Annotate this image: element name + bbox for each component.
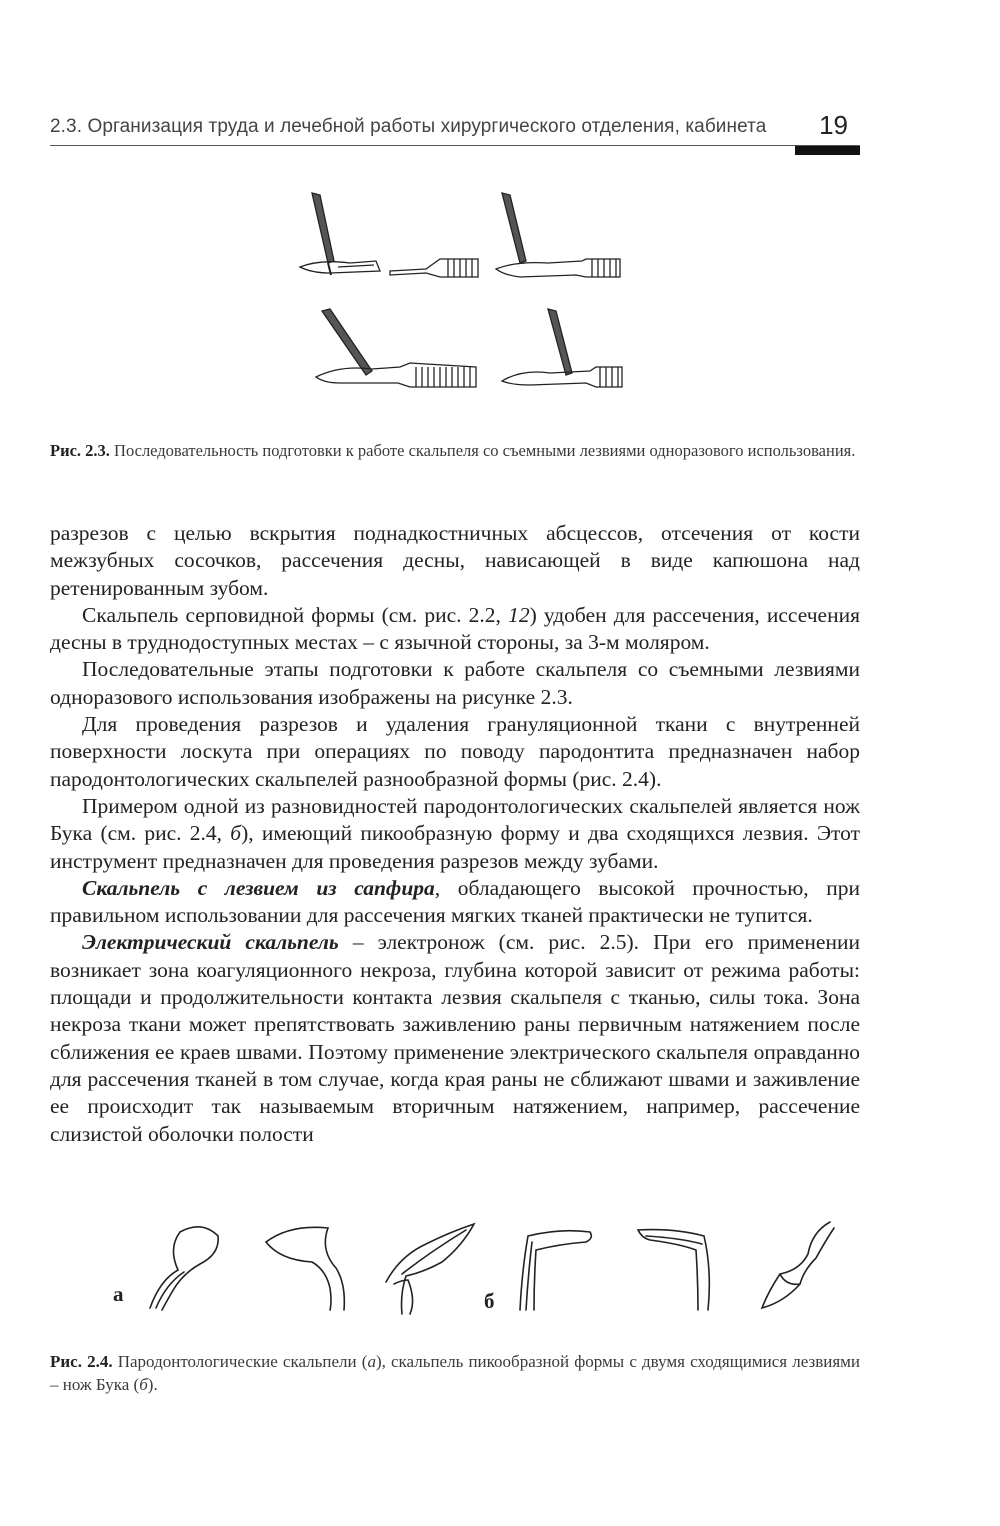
figure-2-3-caption-text: Последовательность подготовки к работе скальпеля со съемными лезвиями одноразового использования. xyxy=(114,441,856,460)
figure-2-4-caption-label: Рис. 2.4. xyxy=(50,1352,113,1371)
figure-2-4-label-b: б xyxy=(484,1289,495,1313)
running-head-title: 2.3. Организация труда и лечебной работы хирургического отделения, кабинета xyxy=(50,116,767,137)
buck-knife-1 xyxy=(520,1231,591,1310)
figure-2-3-illustration xyxy=(290,185,630,400)
scalpel-step-3 xyxy=(316,309,476,387)
scalpel-step-2 xyxy=(496,193,620,277)
buck-knife-3 xyxy=(762,1222,834,1308)
paragraph-6: Скальпель с лезвием из сапфира, обладающего высокой прочностью, при правильном использовании для рассечения мягких тканей практически не тупится. xyxy=(50,875,860,928)
paragraph-4: Для проведения разрезов и удаления грануляционной ткани с внутренней поверхности лоскута при операциях по поводу пародонтита предназначен набор пародонтологических скальпелей разнообразной формы (рис. 2.4). xyxy=(50,712,860,791)
paragraph-2: Скальпель серповидной формы (см. рис. 2.2, 12) удобен для рассечения, иссечения десны в труднодоступных местах – с язычной стороны, за 3-м моляром. xyxy=(50,602,860,655)
buck-knife-2 xyxy=(638,1230,709,1310)
figure-2-4-illustration xyxy=(140,1210,860,1325)
header-bar xyxy=(795,146,860,155)
page-number: 19 xyxy=(819,110,848,140)
figure-2-3-label: Рис. 2.3. xyxy=(50,441,110,460)
figure-2-4-label-a: а xyxy=(113,1282,124,1306)
running-head xyxy=(50,110,860,144)
term-sapphire-scalpel: Скальпель с лезвием из сапфира xyxy=(82,875,435,900)
paragraph-1: разрезов с целью вскрытия поднадкостничных абсцессов, отсечения от кости межзубных сосочков, рассечения десны, нависающей в виде капюшона над ретенированным зубом. xyxy=(50,521,860,600)
figure-ref-12: 12 xyxy=(508,602,530,627)
scalpel-step-1 xyxy=(300,193,478,277)
figure-ref-b: б xyxy=(230,821,242,846)
periodontal-scalpel-3 xyxy=(386,1224,474,1314)
paragraph-5: Примером одной из разновидностей пародонтологических скальпелей является нож Бука (см. рис. 2.4, б), имеющий пикообразную форму и два сходящихся лезвия. Этот инструмент предназначен для проведения разрезов между зубами. xyxy=(50,793,860,873)
paragraph-3: Последовательные этапы подготовки к работе скальпеля со съемными лезвиями одноразового использования изображены на рисунке 2.3. xyxy=(50,657,860,709)
periodontal-scalpel-2 xyxy=(266,1227,344,1310)
scalpel-step-4 xyxy=(502,309,622,387)
figure-2-3-caption xyxy=(50,440,860,462)
body-text xyxy=(50,520,860,1148)
paragraph-7: Электрический скальпель – электронож (см. рис. 2.5). При его применении возникает зона коагуляционного некроза, глубина которой зависит от режима работы: площади и продолжительности контакта лезвия скальпеля с тканью, силы тока. Зона некроза ткани может препятствовать заживлению раны первичным натяжением после сближения ее краев швами. Поэтому применение электрического скальпеля оправданно для рассечения тканей в том случае, когда края раны не сближают швами и заживление ее происходит так называемым вторичным натяжением, например, рассечение слизистой оболочки полости xyxy=(50,930,860,1146)
term-electric-scalpel: Электрический скальпель xyxy=(82,930,339,955)
header-rule xyxy=(50,145,860,146)
periodontal-scalpel-1 xyxy=(150,1227,218,1310)
figure-2-4-caption: Рис. 2.4. Пародонтологические скальпели (а), скальпель пикообразной формы с двумя сходящимися лезвиями – нож Бука (б). xyxy=(50,1352,861,1394)
